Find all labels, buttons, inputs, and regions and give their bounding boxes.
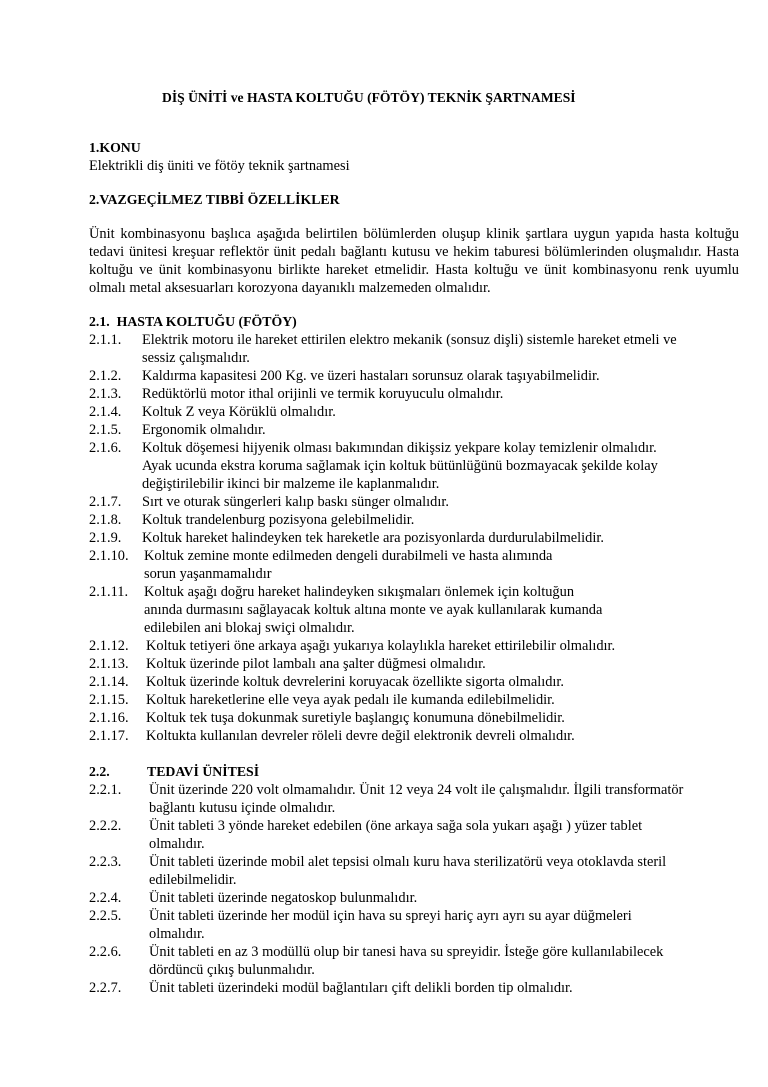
item-text: Koltuk tek tuşa dokunmak suretiyle başlangıç konumuna dönebilmelidir. <box>146 710 565 726</box>
item-number: 2.1.7. <box>89 494 122 510</box>
list-item <box>89 529 739 547</box>
list-item <box>89 493 739 511</box>
list-item <box>89 547 739 583</box>
item-text: Sırt ve oturak süngerleri kalıp baskı sünger olmalıdır. <box>142 494 449 510</box>
item-number: 2.2.1. <box>89 782 122 798</box>
document-page <box>89 89 739 997</box>
list-item <box>89 853 739 889</box>
item-number: 2.1.17. <box>89 728 129 744</box>
section-2-1-list <box>89 331 739 745</box>
list-item <box>89 511 739 529</box>
item-number: 2.2.2. <box>89 818 122 834</box>
list-item <box>89 583 739 637</box>
list-item <box>89 709 739 727</box>
list-item <box>89 385 739 403</box>
item-text: Koltuk üzerinde koltuk devrelerini koruyacak özellikte sigorta olmalıdır. <box>146 674 565 690</box>
item-text: Koltuk trandelenburg pozisyona gelebilmelidir. <box>142 512 415 528</box>
item-text: Ünit tableti üzerinde mobil alet tepsisi olmalı kuru hava sterilizatörü veya otoklavda steril edilebilmelidir. <box>149 854 667 888</box>
section-2-text: Ünit kombinasyonu başlıca aşağıda belirtilen bölümlerden oluşup klinik şartlara uygun yapıda hasta koltuğu tedavi ünitesi kreşuar reflektör ünit pedalı bağlantı kutusu ve hekim taburesi bölümlerinden oluşmalıdır. Hasta koltuğu ve ünit kombinasyonu birlikte hareket etmelidir. Hasta koltuğu ve ünit kombinasyonu renk uyumlu olmalı metal aksesuarları korozyona dayanıklı malzemeden olmalıdır. <box>89 226 739 296</box>
item-text: Koltuk döşemesi hijyenik olması bakımından dikişsiz yekpare kolay temizlenir olmalıdır. Ayak ucunda ekstra koruma sağlamak için koltuk bütünlüğünü bozmayacak şekilde kolay değiştirilebilir ikinci bir malzeme ile kaplanmalıdır. <box>142 440 658 492</box>
heading-text: TEDAVİ ÜNİTESİ <box>147 764 260 779</box>
list-item <box>89 943 739 979</box>
item-number: 2.1.10. <box>89 548 129 564</box>
item-number: 2.1.3. <box>89 386 122 402</box>
item-number: 2.1.9. <box>89 530 122 546</box>
item-number: 2.1.6. <box>89 440 122 456</box>
item-text: Koltuk üzerinde pilot lambalı ana şalter düğmesi olmalıdır. <box>146 656 486 672</box>
section-2-1-heading: 2.1. HASTA KOLTUĞU (FÖTÖY) <box>89 314 297 329</box>
item-number: 2.1.16. <box>89 710 129 726</box>
item-text: Koltuk hareketlerine elle veya ayak pedalı ile kumanda edilebilmelidir. <box>146 692 555 708</box>
item-number: 2.2.6. <box>89 944 122 960</box>
item-text: Ergonomik olmalıdır. <box>142 422 266 438</box>
item-text: Ünit tableti üzerinde her modül için hava su spreyi hariç ayrı ayrı su ayar düğmeleri olmalıdır. <box>149 908 632 942</box>
list-item <box>89 691 739 709</box>
list-item <box>89 817 739 853</box>
heading-number: 2.2. <box>89 764 110 779</box>
item-number: 2.1.12. <box>89 638 129 654</box>
item-number: 2.2.4. <box>89 890 122 906</box>
item-text: Koltuk aşağı doğru hareket halindeyken sıkışmaları önlemek için koltuğun anında durmasını sağlayacak koltuk altına monte ve ayak kullanılarak kumanda edilebilen ani blokaj swiçi olmalıdır. <box>144 584 603 636</box>
list-item <box>89 979 739 997</box>
list-item <box>89 439 739 493</box>
item-number: 2.1.11. <box>89 584 129 600</box>
list-item <box>89 367 739 385</box>
document-title: DİŞ ÜNİTİ ve HASTA KOLTUĞU (FÖTÖY) TEKNİK ŞARTNAMESİ <box>162 90 576 105</box>
section-2-heading: 2.VAZGEÇİLMEZ TIBBİ ÖZELLİKLER <box>89 192 340 207</box>
item-number: 2.2.5. <box>89 908 122 924</box>
item-number: 2.1.4. <box>89 404 122 420</box>
item-text: Redüktörlü motor ithal orijinli ve termik koruyuculu olmalıdır. <box>142 386 504 402</box>
section-1-text: Elektrikli diş üniti ve fötöy teknik şartnamesi <box>89 158 350 174</box>
item-number: 2.1.5. <box>89 422 122 438</box>
item-text: Koltuk hareket halindeyken tek hareketle ara pozisyonlarda durdurulabilmelidir. <box>142 530 604 546</box>
item-number: 2.2.3. <box>89 854 122 870</box>
item-text: Kaldırma kapasitesi 200 Kg. ve üzeri hastaları sorunsuz olarak taşıyabilmelidir. <box>142 368 600 384</box>
item-number: 2.1.2. <box>89 368 122 384</box>
item-number: 2.2.7. <box>89 980 122 996</box>
item-number: 2.1.14. <box>89 674 129 690</box>
list-item <box>89 331 739 367</box>
list-item <box>89 907 739 943</box>
list-item <box>89 655 739 673</box>
item-text: Ünit tableti 3 yönde hareket edebilen (öne arkaya sağa sola yukarı aşağı ) yüzer tablet olmalıdır. <box>149 818 643 852</box>
item-text: Ünit üzerinde 220 volt olmamalıdır. Ünit 12 veya 24 volt ile çalışmalıdır. İlgili transformatör bağlantı kutusu içinde olmalıdır. <box>149 782 684 816</box>
item-text: Koltukta kullanılan devreler röleli devre değil elektronik devreli olmalıdır. <box>146 728 575 744</box>
item-text: Koltuk zemine monte edilmeden dengeli durabilmeli ve hasta alımında sorun yaşanmamalıdır <box>144 548 553 582</box>
item-text: Ünit tableti üzerinde negatoskop bulunmalıdır. <box>149 890 418 906</box>
list-item <box>89 781 739 817</box>
section-2-2-list <box>89 781 739 997</box>
item-number: 2.1.13. <box>89 656 129 672</box>
list-item <box>89 889 739 907</box>
item-text: Ünit tableti üzerindeki modül bağlantıları çift delikli borden tip olmalıdır. <box>149 980 573 996</box>
item-number: 2.1.1. <box>89 332 122 348</box>
list-item <box>89 403 739 421</box>
item-text: Koltuk tetiyeri öne arkaya aşağı yukarıya kolaylıkla hareket ettirilebilir olmalıdır. <box>146 638 616 654</box>
item-number: 2.1.15. <box>89 692 129 708</box>
item-number: 2.1.8. <box>89 512 122 528</box>
list-item <box>89 727 739 745</box>
section-2-2-heading <box>89 763 739 781</box>
item-text: Koltuk Z veya Körüklü olmalıdır. <box>142 404 336 420</box>
list-item <box>89 421 739 439</box>
section-1-heading: 1.KONU <box>89 140 141 155</box>
item-text: Elektrik motoru ile hareket ettirilen elektro mekanik (sonsuz dişli) sistemle hareket etmeli ve sessiz çalışmalıdır. <box>142 332 677 366</box>
item-text: Ünit tableti en az 3 modüllü olup bir tanesi hava su spreyidir. İsteğe göre kullanılabilecek dördüncü çıkış bulunmalıdır. <box>149 944 664 978</box>
list-item <box>89 637 739 655</box>
list-item <box>89 673 739 691</box>
